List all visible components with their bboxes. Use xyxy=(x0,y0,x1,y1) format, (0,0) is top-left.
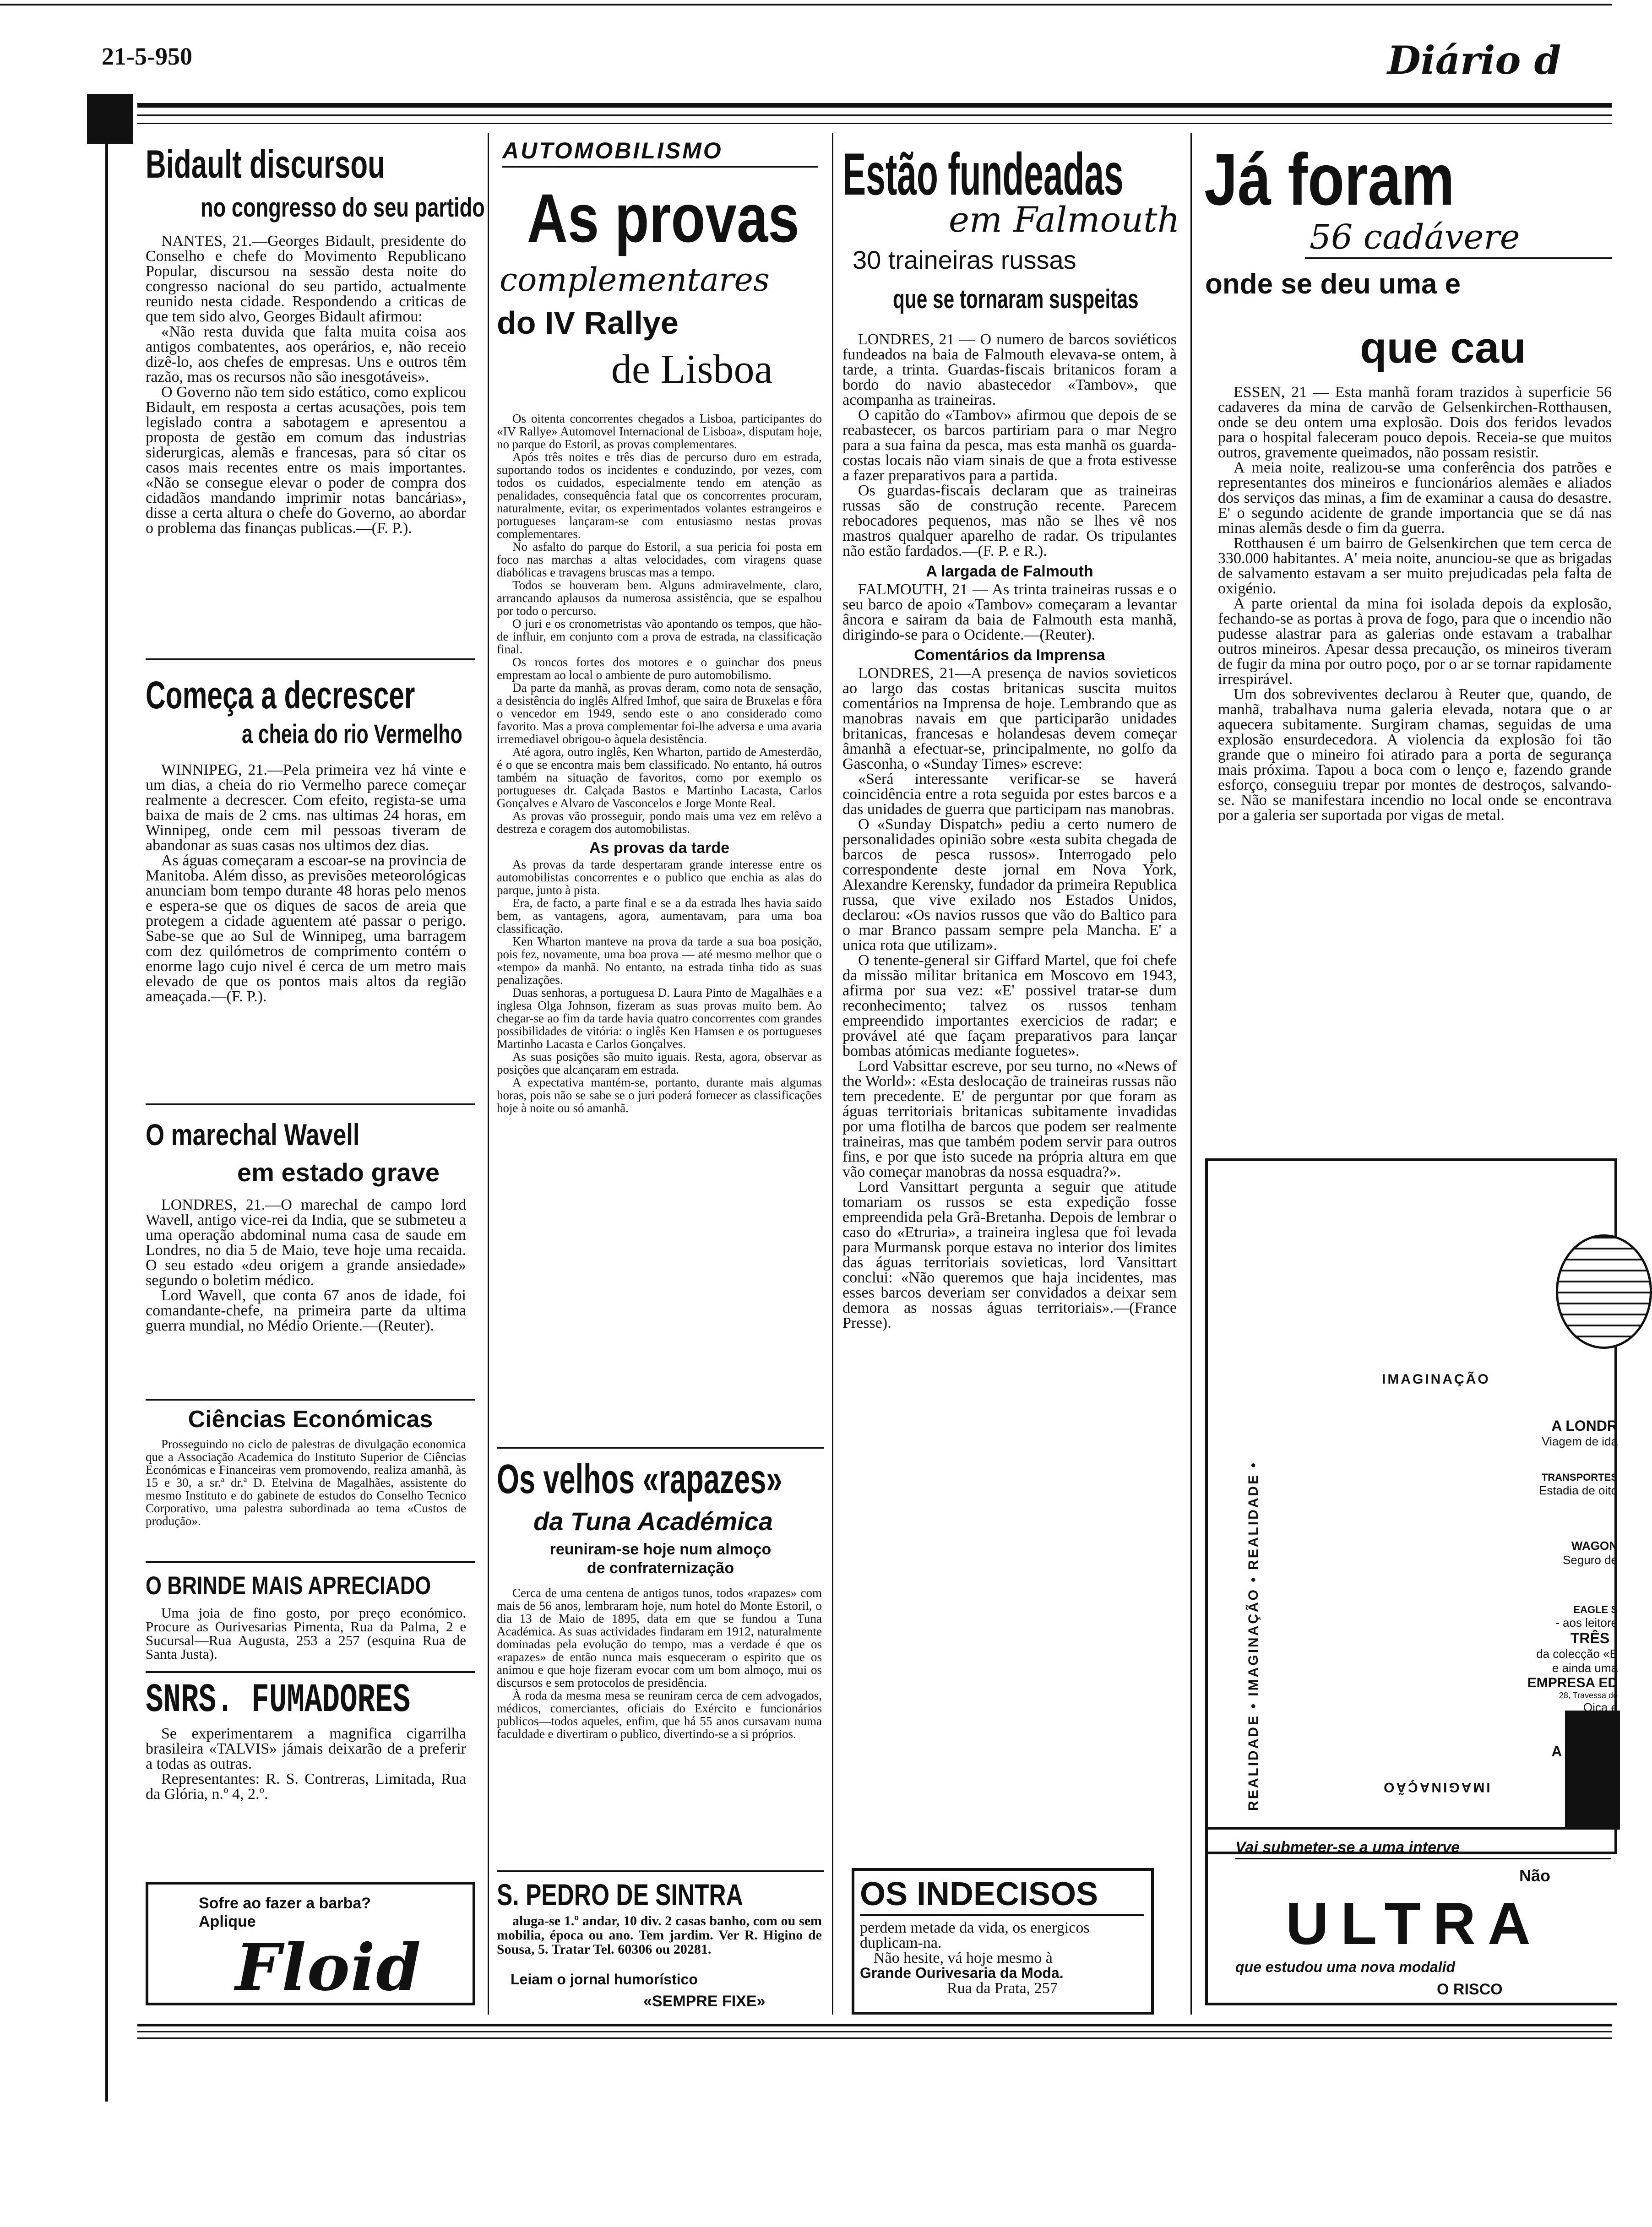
subhead: que se tornaram suspeitas xyxy=(893,284,1139,314)
ad-line: Seguro de xyxy=(1563,1553,1618,1567)
subhead: de confraternização xyxy=(587,1559,734,1577)
article-wavell xyxy=(146,1117,475,1334)
section-underline xyxy=(502,166,818,168)
ad-copy xyxy=(1297,1418,1618,1760)
ad-line: 28, Travessa do xyxy=(1559,1691,1618,1700)
ad-underline xyxy=(1235,1858,1611,1859)
paragraph: A meia noite, realizou-se uma conferência dos patrões e representantes dos mineiros e funcionários alemães e aliados dos serviços das minas, a fim de examinar a causa do desastre. E' o segundo acidente de grande importancia que se dá nas minas alemãs desde o fim da guerra. xyxy=(1218,459,1612,537)
article-divider xyxy=(497,1870,824,1872)
subhead: 30 traineiras russas xyxy=(853,245,1076,274)
page-date: 21-5-950 xyxy=(102,43,192,70)
paragraph: A parte oriental da mina foi isolada depois da explosão, fechando-se as portas à prova de fogo, para que o incendio não pudesse alastrar para as galerias onde estavam a trabalhar outros mineiros. Apesar dessa precaução, os mineiros tiveram de fugir da mina por outro poço, por o ar se tornar rapidamente irrespirável. xyxy=(1218,595,1612,688)
ad-line: Não hesite, vá hoje mesmo à xyxy=(874,1950,1053,1966)
ad-line: WAGON xyxy=(1571,1539,1618,1553)
article-body xyxy=(842,332,1177,1331)
left-margin-rule xyxy=(105,133,108,2102)
paragraph: O juri e os cronometristas vão apontando os tempos, que hão-de influir, em conjunto com a prova de estrada, na classificação final. xyxy=(497,617,822,656)
paragraph: LONDRES, 21.—O marechal de campo lord Wavell, antigo vice-rei da India, que se submeteu a uma operação abdominal numa casa de saude em Londres, no dia 5 de Maio, teve hoje uma recaida. O seu estado «deu origem a grande ansiedade» segundo o boletim médico. xyxy=(146,1196,466,1289)
article-body xyxy=(146,1197,466,1333)
paragraph: Lord Vabsittar escreve, por seu turno, no «News of the World»: «Esta deslocação de traineiras russas não tem precedente. E' de perguntar por que foram as águas territoriais britanicas subitamente invadidas por uma flotilha de barcos que podem ser realmente traineiras, mas que também podem servir para outros fins, e por que isto sucede na própria altura em que vão começar manobras da nossa esquadra?». xyxy=(842,1058,1177,1180)
paragraph: Duas senhoras, a portuguesa D. Laura Pinto de Magalhães e a inglesa Olga Johnson, fizeram as suas provas muito bem. Ao chegar-se ao fim da tarde havia quatro concorrentes com grandes possibilidades de vitória: o inglês Ken Hamsen e os portugueses Martinho Lacasta e Carlos Gonçalves. xyxy=(497,986,822,1051)
paragraph: WINNIPEG, 21.—Pela primeira vez há vinte e um dias, a cheia do rio Vermelho parece começar realmente a decrescer. Com efeito, regista-se uma baixa de mais de 2 cms. nas ultimas 24 horas, em Winnipeg, onde cem mil pessoas tiveram de abandonar as suas casas nos ultimos dez dias. xyxy=(146,761,466,854)
paragraph: Rotthausen é um bairro de Gelsenkirchen que tem cerca de 330.000 habitantes. A' meia noite, anunciou-se que as brigadas de salvamento estavam a ser muito prejudicadas pela falta de oxigénio. xyxy=(1218,535,1612,597)
paragraph: Um dos sobreviventes declarou à Reuter que, quando, de manhã, trabalhava numa galeria elevada, notara que o ar aquecera subitamente. Surgiram chamas, seguidas de uma explosão ensurdecedora. A violencia da explosão foi tão grande que o mineiro foi atirado para a porta de segurança mais próxima. Tapou a boca com o lenço e, fazendo grande esforço, conseguiu trepar por montes de destroços, salvando-se. Não se manifestara incendio no local onde se encontrava por a galeria ser suportada por vigas de metal. xyxy=(1218,686,1612,824)
ad-floid xyxy=(146,1882,475,2005)
article-fumadores xyxy=(146,1678,475,1803)
header-rule-thin2 xyxy=(137,123,1612,124)
article-divider xyxy=(146,658,475,660)
paragraph: As provas vão prosseguir, pondo mais uma vez em relêvo a destreza e coragem dos automobilistas. xyxy=(497,809,822,836)
paragraph: Cerca de uma centena de antigos tunos, todos «rapazes» com mais de 56 anos, lembraram hoje, num hotel do Monte Estoril, o dia 13 de Maio de 1895, data em que se fundou a Tuna Académica. As suas actividades findaram em 1912, naturalmente dominadas pela evolução do tempo, mas a verdade é que os «rapazes» de então nunca mais esqueceram o espirito que os animou e que hoje fizeram evocar com um bom almoço, mui os discursos e sem protocolos de presidência. xyxy=(497,1586,822,1689)
article-body xyxy=(497,1586,822,1740)
paragraph: FALMOUTH, 21 — As trinta traineiras russas e o seu barco de apoio «Tambov» começaram a levantar âncora e sairam da baia de Falmouth esta manhã, dirigindo-se para o Ocidente.—(Reuter). xyxy=(842,581,1177,643)
article-bidault xyxy=(146,142,485,537)
paragraph: Uma joia de fino gosto, por preço económico. Procure as Ourivesarias Pimenta, Rua da Palma, 2 e Sucursal—Rua Augusta, 253 a 257 (esquina Rua de Santa Justa). xyxy=(146,1605,466,1662)
ad-line: - aos leitore xyxy=(1555,1616,1618,1630)
paragraph: Se experimentarem a magnifica cigarrilha brasileira «TALVIS» jámais deixarão de a preferir a todas as outras. xyxy=(146,1725,466,1772)
article-divider xyxy=(146,1103,475,1105)
headline: As provas xyxy=(527,179,799,256)
article-body xyxy=(146,1438,466,1527)
ad-line: Rua da Prata, 257 xyxy=(947,1980,1058,1997)
floid-logo: Floid xyxy=(235,1930,422,2005)
article-brinde xyxy=(146,1570,475,1662)
paragraph: Todos se houveram bem. Alguns admiravelmente, claro, arrancando aplausos da numerosa assistência, que se espalhou por todo o percurso. xyxy=(497,578,822,618)
headline: Bidault discursou xyxy=(146,142,385,186)
subhead: a cheia do rio Vermelho xyxy=(242,719,462,749)
headline: O BRINDE MAIS APRECIADO xyxy=(146,1571,431,1600)
paragraph: aluga-se 1.º andar, 10 div. 2 casas banho, com ou sem mobilia, época ou ano. Tem jardim. Ver R. Higino de Sousa, 5. Tratar Tel. 60306 ou 20281. xyxy=(497,1913,822,1957)
ad-line: COMBIO xyxy=(1569,1729,1618,1743)
column-separator-2 xyxy=(832,133,833,2015)
subhead: que cau xyxy=(1360,323,1526,372)
headline: O marechal Wavell xyxy=(146,1118,360,1152)
ad-line: TRÊS I xyxy=(1570,1630,1618,1646)
subhead: do IV Rallye xyxy=(497,305,679,341)
column-4 xyxy=(1200,133,1618,2019)
paragraph: Lord Wavell, que conta 67 anos de idade, foi comandante-chefe, na primeira parte da ultima guerra mundial, no Médio Oriente.—(Reuter). xyxy=(146,1287,466,1334)
paragraph: Era, de facto, a parte final e se a da estrada lhes havia saido bem, as vantagens, agora, aumentavam, para uma boa classificação. xyxy=(497,896,822,935)
ad-line: da colecção «E xyxy=(1536,1647,1618,1661)
ad-imaginacao-londres xyxy=(1205,1158,1617,1854)
paragraph: Lord Vansittart pergunta a seguir que atitude tomariam os russos se esta expedição fosse empreendida pela Grã-Bretanha. Depois de lembrar o caso do «Etruria», a traineira inglesa que foi levada para Murmansk porque estava no interior dos limites das águas territoriais sovieticas, lord Vansittart conclui: «Não queremos que haja incidentes, mas esses barcos deveriam ser convidados a deixar sem demora as nossas águas territoriais».—(France Presse). xyxy=(842,1179,1177,1331)
article-body xyxy=(1218,385,1612,823)
masthead: Diário d xyxy=(1387,38,1561,83)
paragraph: À roda da mesma mesa se reuniram cerca de cem advogados, médicos, comerciantes, oficiais do Exército e funcionários publicos—todos aqueles, enfim, que há 55 anos cursavam numa faculdade e divertiram o publico, divertindo-se a si próprios. xyxy=(497,1689,822,1741)
ad-line: A LONDR xyxy=(1551,1743,1618,1760)
paragraph: O tenente-general sir Giffard Martel, que foi chefe da missão militar britanica em Moscovo em 1943, afirma por sua vez: «E' possivel tratar-se dum reconhecimento; talvez os russos tenham empreendido importantes exercicios de radar; e provável até que façam preparativos para lançar bombas atómicas mediante foguetes». xyxy=(842,952,1177,1059)
paragraph: Prosseguindo no ciclo de palestras de divulgação economica que a Associação Academica do Instituto Superior de Ciências Económicas e Financeiras vem promovendo, realiza amanhã, às 15 e 30, a sr.ª dr.ª D. Etelvina de Magalhães, assistente do mesmo Instituto e do gabinete de estudos do Conselho Tecnico Corporativo, uma palestra subordinada ao tema «Custos de produção». xyxy=(146,1437,466,1528)
article-body xyxy=(146,1606,466,1661)
arc-text-bottom: IMAGINAÇÃO xyxy=(1382,1780,1490,1795)
article-falmouth xyxy=(842,140,1181,1331)
ad-os-indecisos xyxy=(852,1868,1154,2015)
ad-underline xyxy=(860,1914,1144,1916)
paragraph: A expectativa mantém-se, portanto, durante mais algumas horas, pois não se sabe se o juri poderá fornecer as classificações hoje à noite ou só amanhã. xyxy=(497,1075,822,1115)
paragraph: LONDRES, 21 — O numero de barcos soviéticos fundeados na baia de Falmouth elevava-se ontem, à tarde, a trinta. Guardas-fiscais britanicos foram a bordo do navio abastecedor «Tambov», que acompanha as traineiras. xyxy=(842,331,1177,408)
headline: Ciências Económicas xyxy=(188,1406,433,1433)
article-ciencias-economicas xyxy=(146,1406,475,1528)
footer-rule-thin xyxy=(137,2031,1612,2032)
article-divider xyxy=(146,1671,475,1673)
headline: Os velhos «rapazes» xyxy=(497,1456,783,1502)
ad-line: Viagem de ida xyxy=(1542,1434,1618,1448)
paragraph: Da parte da manhã, as provas deram, como nota de sensação, a desistência do inglês Alfred Imhof, que saira de Bruxelas e fôra o vencedor em 1949, sendo este o ano considerado como favorito. Mas a prova complementar foi-lhe adversa e uma avaria irremediavel obrigou-o àquela desistência. xyxy=(497,681,822,746)
paragraph: «Será interessante verificar-se se haverá coincidência entre a rota seguida por estes barcos e a das unidades de guerra que participam nas manobras. xyxy=(842,771,1177,818)
paragraph: As águas começaram a escoar-se na provincia de Manitoba. Além disso, as previsões meteorológicas anunciam bom tempo durante 48 horas pelo menos e espera-se que os diques de sacos de areia que protegem a cidade aguentem até passar o perigo. Sabe-se que ao Sul de Winnipeg, uma barragem com dez quilómetros de comprimento contém o enorme lago cujo nivel é cerca de um metro mais elevado de que os pontos mais altos da região ameaçada.—(F. P.). xyxy=(146,852,466,1005)
subhead: no congresso do seu partido xyxy=(201,193,485,223)
headline: Já foram xyxy=(1204,138,1455,220)
paragraph: As provas da tarde despertaram grande interesse entre os automobilistas concorrentes e o publico que enchia as alas do parque, junto à pista. xyxy=(497,858,822,897)
paragraph: O capitão do «Tambov» afirmou que depois de se reabastecer, os barcos partiriam para o mar Negro para a sua faina da pesca, mas esta manhã os guarda-costas locais não viam sinais de que a frota estivesse a fazer preparativos para a partida. xyxy=(842,407,1177,484)
column-separator-3 xyxy=(1190,133,1192,2015)
paragraph: Os guardas-fiscais declaram que as traineiras russas são de construção recente. Parecem rebocadores pequenos, mas não se lhes vê nos mastros qualquer aparelho de radar. Os tripulantes não estão fardados.—(F. P. e R.). xyxy=(842,482,1177,559)
article-body xyxy=(146,762,466,1004)
column-3 xyxy=(842,133,1181,2019)
ad-line: Aplique xyxy=(199,1913,256,1930)
paragraph: O Governo não tem sido estático, como explicou Bidault, em resposta a certas acusações, pois tem legislado contra a sabotagem e apresentou a proposta de gestão em comum das industrias siderurgicas, alemãs e francesas, para só citar os casos mais recentes entre os mais importantes. «Não se consegue elevar o poder de compra dos cidadãos mandando imprimir notas bancárias», disse a certa altura o chefe do Governo, ao abordar o problema das finanças publicas.—(F. P.). xyxy=(146,384,466,537)
footer-rule-thick xyxy=(137,2024,1612,2026)
header-rule-thin xyxy=(137,114,1612,116)
ad-line: perdem metade da vida, os energicos duplicam-na. xyxy=(860,1919,1090,1951)
paragraph: No asfalto do parque do Estoril, a sua pericia foi posta em foco nas marchas a altas velocidades, com viragens quase diabólicas e travagens bruscas mas a tempo. xyxy=(497,540,822,579)
subhead: em Falmouth xyxy=(949,199,1180,240)
paragraph: LONDRES, 21—A presença de navios sovieticos ao largo das costas britanicas suscita muitos comentários na Imprensa de hoje. Lembrando que as manobras navais em que participarão unidades britanicas, francesas e holandesas devem começar âmanhã a efectuar-se, principalmente, no golfo da Gasconha, o «Sunday Times» escreve: xyxy=(842,665,1177,772)
ad-line: Não xyxy=(1519,1866,1551,1885)
ad-ultra xyxy=(1205,1827,1617,2005)
header-rule-thick xyxy=(137,103,1612,108)
paragraph: As suas posições são muito iguais. Resta, agora, observar as posições que alcançaram em estrada. xyxy=(497,1050,822,1076)
subhead: onde se deu uma e xyxy=(1205,268,1461,300)
paragraph: NANTES, 21.—Georges Bidault, presidente do Conselho e chefe do Movimento Republicano Popular, discursou na sessão desta noite do congresso nacional do seu partido, actualmente reunido nesta cidade. Respondendo a criticas de que tem sido alvo, Georges Bidault afirmou: xyxy=(146,233,466,325)
ad-line: EAGLE S xyxy=(1573,1604,1618,1615)
ad-line: nossos xyxy=(1580,1715,1618,1728)
article-divider xyxy=(146,1399,475,1401)
ad-line: Grande Ourivesaria da Moda. xyxy=(860,1965,1064,1981)
ad-line: Vai submeter-se a uma interve xyxy=(1235,1839,1460,1856)
ad-body xyxy=(860,1920,1144,1996)
ad-line: Oiça e xyxy=(1583,1700,1618,1714)
subhead: Comentários da Imprensa xyxy=(914,646,1105,664)
ad-line: que estudou uma nova modalid xyxy=(1235,1959,1456,1975)
ad-sao-pedro-sintra xyxy=(497,1877,824,2010)
subhead: da Tuna Académica xyxy=(533,1507,773,1536)
article-body xyxy=(146,234,466,536)
headline: Começa a decrescer xyxy=(146,674,415,717)
subhead: 56 cadávere xyxy=(1310,217,1520,257)
footer-line: Leiam o jornal humorístico xyxy=(511,1971,698,1988)
ad-line: Estadia de oito xyxy=(1538,1483,1618,1497)
ad-line: EMPRESA ED xyxy=(1527,1675,1618,1690)
headline: OS INDECISOS xyxy=(860,1876,1098,1912)
article-tuna-academica xyxy=(497,1456,824,1741)
subhead: em estado grave xyxy=(237,1158,440,1187)
ultra-logo: ULTRA xyxy=(1286,1890,1543,1957)
article-body xyxy=(146,1726,466,1802)
ad-line: A LONDR xyxy=(1551,1418,1618,1434)
paragraph: ESSEN, 21 — Esta manhã foram trazidos à superficie 56 cadaveres da mina de carvão de Gelsenkirchen-Rotthausen, onde se deu ontem uma explosão. Dois dos feridos levados para o hospital faleceram pouco depois. Receia-se que muitos outros, gravemente queimados, não possam resistir. xyxy=(1218,384,1612,461)
ad-line: O RISCO xyxy=(1437,1981,1503,1998)
paragraph: Após três noites e três dias de percurso duro em estrada, suportando todos os incidentes e conduzindo, por vezes, com todos os cuidados, especialmente tendo em atenção as penalidades, consequência fatal que os concorrentes procuram, naturalmente, evitar, os experimentados volantes estrangeiros e portugueses lançaram-se com entusiasmo nestas provas complementares. xyxy=(497,450,822,541)
subhead-underline xyxy=(1305,257,1612,259)
column-1 xyxy=(146,133,485,2019)
column-separator-1 xyxy=(488,133,489,2015)
footer-line: «SEMPRE FIXE» xyxy=(643,1993,766,2010)
page-corner-block xyxy=(87,94,133,144)
ad-line: Sofre ao fazer a barba? xyxy=(199,1895,371,1912)
headline: SNRS. FUMADORES xyxy=(146,1678,411,1723)
ad-line: TRANSPORTES xyxy=(1541,1472,1618,1483)
paragraph: Os oitenta concorrentes chegados a Lisboa, participantes do «IV Rallye» Automovel Internacional de Lisboa», disputam hoje, no parque do Estoril, as provas complementares. xyxy=(497,412,822,451)
subhead: reuniram-se hoje num almoço xyxy=(549,1541,772,1558)
globe-icon xyxy=(1556,1234,1652,1349)
paragraph: Representantes: R. S. Contreras, Limitada, Rua da Glória, n.º 4, 2.º. xyxy=(146,1771,466,1803)
article-rio-vermelho xyxy=(146,673,475,1005)
paragraph: Os roncos fortes dos motores e o guinchar dos pneus emprestam ao local o ambiente de puro automobilismo. xyxy=(497,655,822,682)
headline: Estão fundeadas xyxy=(842,141,1124,207)
ad-body xyxy=(497,1914,822,1956)
article-divider xyxy=(497,1447,824,1449)
subhead: de Lisboa xyxy=(611,347,773,392)
header-rule-top xyxy=(0,4,1612,5)
article-body xyxy=(497,412,822,1114)
paragraph: Até agora, outro inglês, Ken Wharton, partido de Amesterdão, é o que se encontra mais bem classificado. No entanto, há outros também na situação de favoritos, como por exemplo os portugueses dr. Calçada Bastos e Martinho Lacasta, Carlos Gonçalves e Alvaro de Vasconcelos e Jorge Monte Real. xyxy=(497,745,822,810)
paragraph: Ken Wharton manteve na prova da tarde a sua boa posição, pois fez, novamente, uma boa prova — até mesmo melhor que o «tempo» da manhã. No entanto, na estrada tinha tido as suas penalizações. xyxy=(497,934,822,987)
section-label: AUTOMOBILISMO xyxy=(502,138,723,163)
subhead: As provas da tarde xyxy=(589,839,730,857)
arc-text-side: REALIDADE • IMAGINAÇÃO • REALIDADE • xyxy=(1246,1461,1261,1811)
arc-text-top: IMAGINAÇÃO xyxy=(1382,1372,1490,1387)
paragraph: «Não resta duvida que falta muita coisa aos antigos combatentes, aos operários, e, não receio dizê-lo, aos chefes de empresas. Uns e outros têm razão, mas os recursos não são inesgotáveis». xyxy=(146,323,466,386)
subhead: complementares xyxy=(500,261,770,299)
paragraph: O «Sunday Dispatch» pediu a certo numero de personalidades opinião sobre «esta subita chegada de barcos de pesca russos». Interrogado pelo correspondente deste jornal em Nova York, Alexandre Kerensky, fundador da primeira Republica russa, que vive exilado nos Estados Unidos, declarou: «Os navios russos que vão do Baltico para o mar Branco passam sempre pela Mancha. E' a unica rota que utilizam». xyxy=(842,816,1177,954)
column-2 xyxy=(497,133,824,2019)
headline: S. PEDRO DE SINTRA xyxy=(497,1878,743,1912)
ad-line: e ainda uma xyxy=(1552,1661,1618,1675)
article-divider xyxy=(146,1561,475,1563)
footer-rule-thin2 xyxy=(137,2037,1612,2039)
subhead: A largada de Falmouth xyxy=(926,563,1093,580)
